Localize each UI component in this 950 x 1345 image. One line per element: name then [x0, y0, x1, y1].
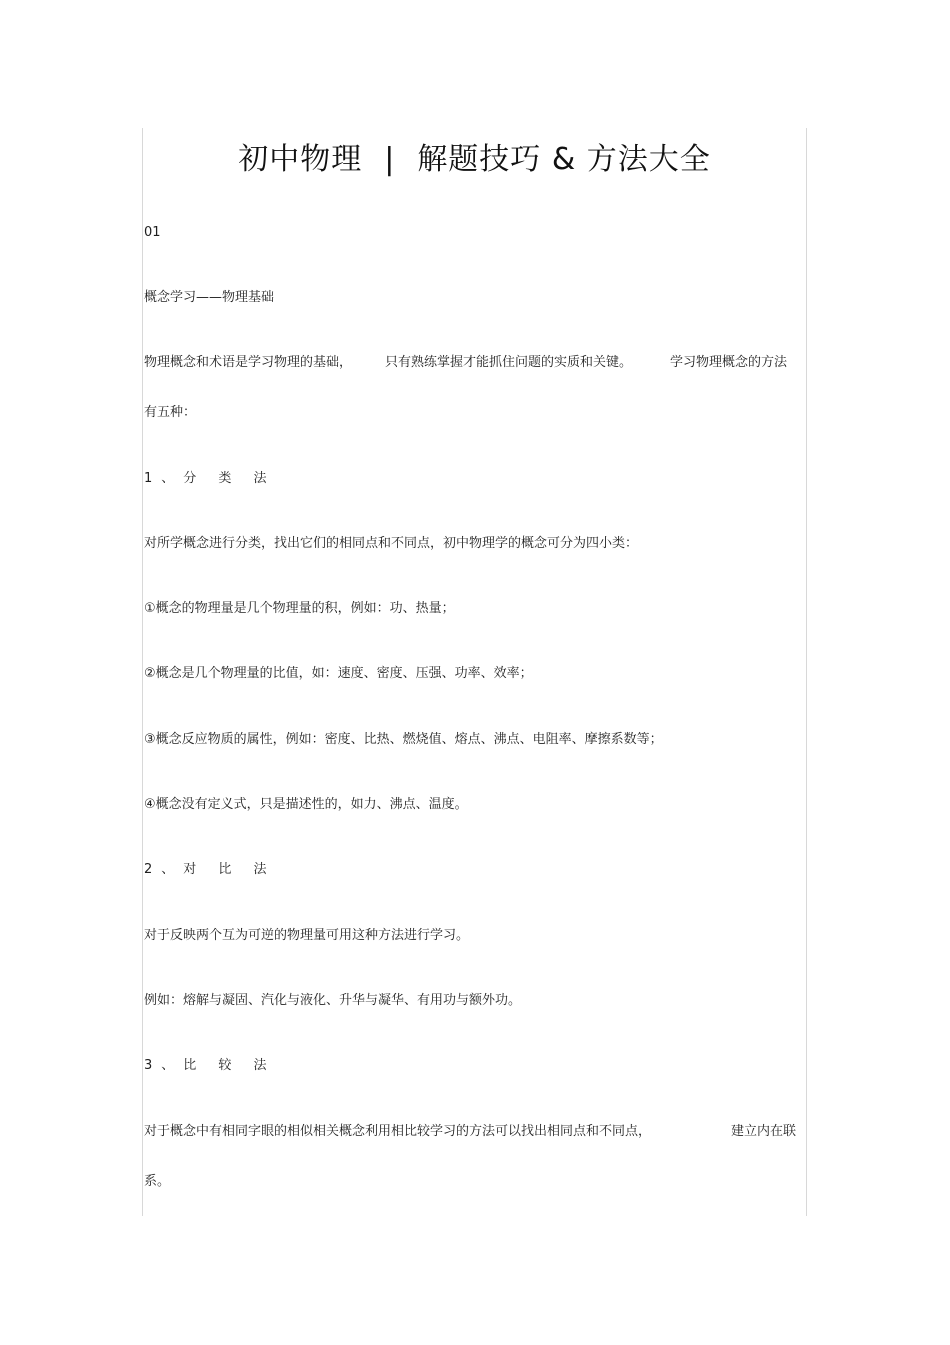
method1-item-1: ①概念的物理量是几个物理量的积，例如：功、热量；: [144, 601, 455, 616]
title-separator: |: [384, 142, 396, 177]
intro-part1: 物理概念和术语是学习物理的基础，: [144, 355, 353, 370]
intro-part2: 只有熟练掌握才能抓住问题的实质和关键。: [385, 355, 633, 370]
method1-item-3: ③概念反应物质的属性，例如：密度、比热、燃烧值、熔点、沸点、电阻率、摩擦系数等；: [144, 732, 663, 747]
method3-desc-part2: 建立内在联: [731, 1124, 797, 1139]
method3-desc-part1: 对于概念中有相同字眼的相似相关概念利用相比较学习的方法可以找出相同点和不同点，: [144, 1124, 652, 1139]
method2-heading: 2、对 比 法: [144, 862, 276, 877]
method2-example: 例如：熔解与凝固、汽化与液化、升华与凝华、有用功与额外功。: [144, 993, 522, 1008]
intro-paragraph-line2: 有五种：: [144, 405, 197, 420]
section-number: 01: [144, 225, 161, 240]
method1-item-4: ④概念没有定义式，只是描述性的，如力、沸点、温度。: [144, 797, 468, 812]
page-right-border: [806, 128, 807, 1216]
section-heading: 概念学习——物理基础: [144, 290, 275, 305]
intro-paragraph-line1: [144, 353, 804, 373]
method1-item-2: ②概念是几个物理量的比值，如：速度、密度、压强、功率、效率；: [144, 666, 533, 681]
method3-description-line1: [144, 1122, 804, 1142]
document-title: [143, 138, 806, 182]
intro-part3: 学习物理概念的方法: [670, 355, 788, 370]
title-left: 初中物理: [238, 142, 363, 177]
method1-heading: 1、分 类 法: [144, 471, 276, 486]
method2-description: 对于反映两个互为可逆的物理量可用这种方法进行学习。: [144, 928, 470, 943]
method1-description: 对所学概念进行分类，找出它们的相同点和不同点，初中物理学的概念可分为四小类：: [144, 536, 639, 551]
method3-heading: 3、比 较 法: [144, 1058, 276, 1073]
method3-description-line2: 系。: [144, 1174, 171, 1189]
title-right: 解题技巧 & 方法大全: [417, 142, 711, 177]
page-left-border: [142, 128, 143, 1216]
